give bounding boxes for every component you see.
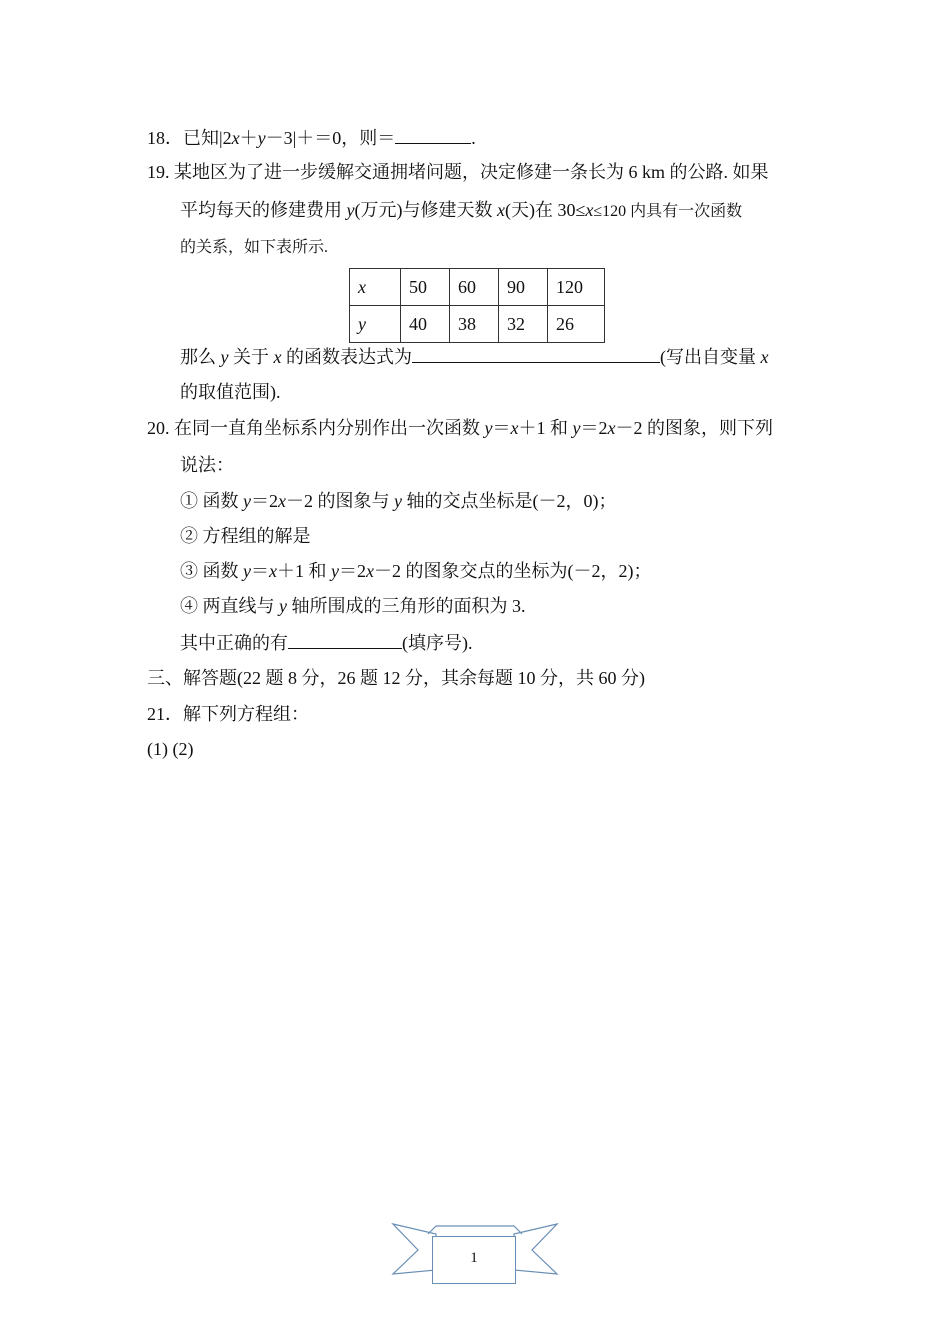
table-cell: 26 <box>548 306 605 343</box>
table-cell: x <box>350 269 401 306</box>
question-18: 18．已知|2x＋y－3|＋＝0，则＝ . <box>147 125 476 150</box>
table-cell: 38 <box>450 306 499 343</box>
question-20-line-1: 20. 在同一直角坐标系内分别作出一次函数 y＝x＋1 和 y＝2x－2 的图象，则下列 <box>147 418 773 438</box>
statement-1: ① 函数 y＝2x－2 的图象与 y 轴的交点坐标是(－2，0)； <box>180 491 617 511</box>
table-row-y <box>350 306 605 343</box>
table-cell: y <box>350 306 401 343</box>
table-row-x <box>350 269 605 306</box>
answer-blank-20 <box>288 630 402 649</box>
question-20-line-2: 说法： <box>180 455 234 475</box>
question-20-answer-line: 其中正确的有 (填序号). <box>180 630 473 655</box>
question-19-line-4: 那么 y 关于 x 的函数表达式为 (写出自变量 x <box>180 344 769 369</box>
table-cell: 120 <box>548 269 605 306</box>
question-21-line-2: (1) (2) <box>147 739 194 759</box>
statement-3: ③ 函数 y＝x＋1 和 y＝2x－2 的图象交点的坐标为(－2，2)； <box>180 561 652 581</box>
question-19-line-1: 19. 某地区为了进一步缓解交通拥堵问题，决定修建一条长为 6 km 的公路. 如果 <box>147 162 769 182</box>
table-cell: 60 <box>450 269 499 306</box>
value-table <box>349 268 605 343</box>
table-cell: 50 <box>401 269 450 306</box>
section-heading: 三、解答题(22 题 8 分，26 题 12 分，其余每题 10 分，共 60 分) <box>147 668 645 688</box>
question-19-line-2: 平均每天的修建费用 y(万元)与修建天数 x(天)在 30≤x≤120 内具有一次函数 <box>180 200 743 220</box>
answer-blank-18 <box>395 125 471 144</box>
question-21-line-1: 21．解下列方程组： <box>147 704 309 724</box>
question-19-line-5: 的取值范围). <box>180 382 281 402</box>
answer-blank-19 <box>412 344 660 363</box>
table-cell: 90 <box>499 269 548 306</box>
table-cell: 32 <box>499 306 548 343</box>
statement-2: ② 方程组的解是 <box>180 526 311 546</box>
statement-4: ④ 两直线与 y 轴所围成的三角形的面积为 3. <box>180 596 526 616</box>
table-cell: 40 <box>401 306 450 343</box>
question-19-line-3: 的关系，如下表所示. <box>180 239 329 256</box>
page-number: 1 <box>470 1250 478 1266</box>
